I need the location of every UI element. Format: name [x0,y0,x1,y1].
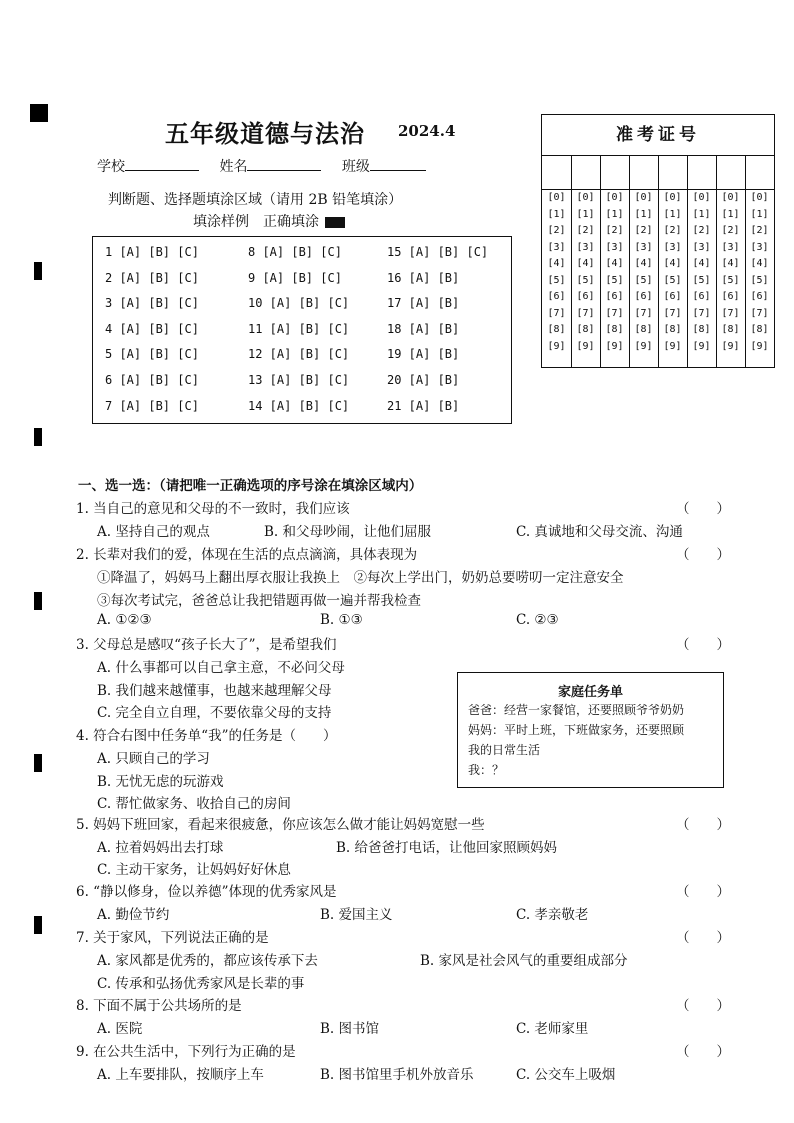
ticket-title: 准考证号 [542,115,774,156]
ticket-digit-option[interactable]: [2] [605,225,624,236]
question-option[interactable]: A. 拉着妈妈出去打球 [97,840,224,856]
ticket-digit-option[interactable]: [5] [692,274,711,286]
ticket-digit-option[interactable]: [1] [605,208,624,220]
question-option[interactable]: A. 只顾自己的学习 [97,751,210,767]
ticket-digit-option[interactable]: [4] [721,258,740,269]
registration-mark [34,592,42,610]
answer-parentheses[interactable]: （ ） [676,930,730,946]
ticket-digit-column [629,155,659,367]
question-stem: 7. 关于家风，下列说法正确的是 [76,930,269,946]
question-option[interactable]: B. ①③ [320,612,363,628]
school-field[interactable] [125,158,199,171]
name-field[interactable] [247,158,321,171]
ticket-digit-option[interactable]: [6] [547,291,566,302]
ticket-digit-option[interactable]: [4] [576,258,595,269]
ticket-digit-option[interactable]: [8] [663,324,682,335]
question-option[interactable]: B. 无忧无虑的玩游戏 [97,774,224,790]
answer-row[interactable]: 3 [A] [B] [C] [105,296,199,311]
ticket-digit-option[interactable]: [8] [750,324,769,335]
ticket-digit-option[interactable]: [1] [634,208,653,220]
ticket-digit-option[interactable]: [8] [634,324,653,335]
ticket-digit-option[interactable]: [5] [634,274,653,286]
answer-row[interactable]: 21 [A] [B] [387,398,460,413]
class-field[interactable] [370,158,426,171]
question-option[interactable]: A. ①②③ [97,612,152,628]
question-option[interactable]: C. 孝亲敬老 [516,907,589,923]
task-card-title: 家庭任务单 [557,685,623,700]
ticket-digit-box[interactable] [658,155,687,190]
answer-row[interactable]: 19 [A] [B] [387,347,460,362]
ticket-digit-option[interactable]: [9] [576,340,595,352]
answer-row[interactable]: 1 [A] [B] [C] [105,245,199,259]
ticket-digit-option[interactable]: [6] [663,291,682,302]
answer-parentheses[interactable]: （ ） [676,884,730,900]
answer-parentheses[interactable]: （ ） [676,501,730,517]
ticket-digit-option[interactable]: [4] [605,258,624,269]
filled-sample-mark [325,217,345,228]
ticket-digit-option[interactable]: [3] [547,241,566,253]
student-info-line [97,156,426,176]
answer-parentheses[interactable]: （ ） [676,1044,730,1060]
question-option[interactable]: C. 公交车上吸烟 [516,1067,616,1083]
ticket-digit-option[interactable]: [8] [547,324,566,335]
question-option[interactable]: C. 帮忙做家务、收拾自己的房间 [97,796,291,812]
answer-row[interactable]: 20 [A] [B] [387,373,460,387]
question-option[interactable]: C. 老师家里 [516,1021,589,1037]
ticket-digit-option[interactable]: [1] [547,208,566,220]
answer-row[interactable]: 15 [A] [B] [C] [387,245,489,259]
ticket-digit-option[interactable]: [6] [576,291,595,302]
task-card-line: 我：？ [468,763,505,777]
ticket-digit-box[interactable] [542,155,571,190]
ticket-digit-option[interactable]: [8] [692,324,711,335]
registration-mark [30,104,48,122]
class-label: 班级 [341,159,370,175]
ticket-digit-box[interactable] [745,155,774,190]
question-option[interactable]: C. 真诚地和父母交流、沟通 [516,524,683,540]
question-option[interactable]: A. 家风都是优秀的，都应该传承下去 [97,953,318,969]
ticket-digit-column [658,155,688,367]
question-line: ①降温了，妈妈马上翻出厚衣服让我换上 ②每次上学出门，奶奶总要唠叨一定注意安全 [97,570,624,586]
ticket-digit-option[interactable]: [1] [692,208,711,220]
ticket-digit-column [687,155,717,367]
ticket-digit-column [542,155,572,367]
ticket-digit-option[interactable]: [4] [547,258,566,269]
ticket-digit-option[interactable]: [4] [750,258,769,269]
section-heading: 一、选一选：（请把唯一正确选项的序号涂在填涂区域内） [78,478,423,494]
question-stem: 4. 符合右图中任务单“我”的任务是（ ） [76,728,337,744]
ticket-digit-box[interactable] [687,155,716,190]
ticket-digit-column [571,155,601,367]
question-option[interactable]: B. 给爸爸打电话，让他回家照顾妈妈 [336,840,558,856]
ticket-digit-option[interactable]: [0] [576,192,595,203]
registration-mark [34,428,42,446]
ticket-digit-option[interactable]: [6] [634,291,653,302]
answer-row[interactable]: 2 [A] [B] [C] [105,270,199,285]
question-stem: 1. 当自己的意见和父母的不一致时，我们应该 [76,501,350,517]
ticket-digit-option[interactable]: [9] [692,340,711,352]
fill-example [193,211,345,231]
question-option[interactable]: B. 我们越来越懂事，也越来越理解父母 [97,683,332,699]
ticket-digit-option[interactable]: [0] [663,192,682,203]
ticket-digit-option[interactable]: [1] [750,208,769,220]
question-stem: 3. 父母总是感叹“孩子长大了”，是希望我们 [76,637,337,653]
ticket-digit-option[interactable]: [6] [750,291,769,302]
task-card-line: 我的日常生活 [468,743,541,757]
ticket-digit-option[interactable]: [1] [721,208,740,220]
ticket-digit-option[interactable]: [3] [692,241,711,253]
family-task-card [457,672,724,788]
answer-parentheses[interactable]: （ ） [676,817,730,833]
question-line: ③每次考试完，爸爸总让我把错题再做一遍并帮我检查 [97,593,421,609]
question-option[interactable]: A. 医院 [97,1021,143,1037]
question-stem: 5. 妈妈下班回家，看起来很疲惫，你应该怎么做才能让妈妈宽慰一些 [76,817,485,833]
ticket-digit-option[interactable]: [0] [634,192,653,203]
ticket-digit-option[interactable]: [3] [663,241,682,253]
answer-row[interactable]: 8 [A] [B] [C] [248,245,342,259]
ticket-digit-option[interactable]: [8] [576,324,595,335]
task-card-line: 爸爸：经营一家餐馆，还要照顾爷爷奶奶 [468,703,685,717]
answer-row[interactable]: 11 [A] [B] [C] [248,321,350,336]
ticket-digit-option[interactable]: [9] [750,340,769,352]
ticket-digit-option[interactable]: [7] [692,307,711,319]
answer-row[interactable]: 17 [A] [B] [387,296,460,311]
ticket-digit-option[interactable]: [2] [547,225,566,236]
ticket-digit-option[interactable]: [7] [547,307,566,319]
ticket-digit-option[interactable]: [3] [721,241,740,253]
question-option[interactable]: B. 图书馆 [320,1021,380,1037]
question-option[interactable]: C. 完全自立自理，不要依靠父母的支持 [97,705,332,721]
question-option[interactable]: C. 传承和弘扬优秀家风是长辈的事 [97,976,305,992]
exam-date: 2024.4 [398,122,456,140]
ticket-digit-option[interactable]: [2] [576,225,595,236]
ticket-digit-option[interactable]: [5] [663,274,682,286]
ticket-digit-option[interactable]: [3] [576,241,595,253]
answer-row[interactable]: 10 [A] [B] [C] [248,296,350,311]
ticket-digit-option[interactable]: [0] [605,192,624,203]
ticket-digit-option[interactable]: [5] [605,274,624,286]
ticket-digit-box[interactable] [571,155,600,190]
ticket-digit-option[interactable]: [0] [721,192,740,203]
ticket-digit-option[interactable]: [3] [750,241,769,253]
ticket-number-box [541,114,775,368]
ticket-digit-option[interactable]: [3] [605,241,624,253]
ticket-digit-option[interactable]: [0] [692,192,711,203]
question-stem: 6. “静以修身，俭以养德”体现的优秀家风是 [76,884,337,900]
ticket-digit-box[interactable] [600,155,629,190]
answer-row[interactable]: 7 [A] [B] [C] [105,398,199,413]
ticket-digit-option[interactable]: [9] [663,340,682,352]
question-option[interactable]: A. 什么事都可以自己拿主意，不必问父母 [97,660,345,676]
ticket-digit-option[interactable]: [5] [721,274,740,286]
answer-parentheses[interactable]: （ ） [676,637,730,653]
question-stem: 8. 下面不属于公共场所的是 [76,998,242,1014]
question-option[interactable]: C. ②③ [516,612,559,628]
answer-row[interactable]: 18 [A] [B] [387,321,460,336]
question-option[interactable]: B. 爱国主义 [320,907,393,923]
ticket-digit-option[interactable]: [7] [663,307,682,319]
question-option[interactable]: B. 图书馆里手机外放音乐 [320,1067,474,1083]
question-option[interactable]: B. 家风是社会风气的重要组成部分 [420,953,628,969]
registration-mark [34,262,42,280]
registration-mark [34,916,42,934]
ticket-digit-option[interactable]: [2] [692,225,711,236]
question-option[interactable]: A. 上车要排队，按顺序上车 [97,1067,264,1083]
question-stem: 2. 长辈对我们的爱，体现在生活的点点滴滴，具体表现为 [76,547,418,563]
answer-row[interactable]: 14 [A] [B] [C] [248,398,350,413]
ticket-digit-option[interactable]: [0] [547,192,566,203]
ticket-digit-option[interactable]: [5] [576,274,595,286]
ticket-digit-option[interactable]: [1] [663,208,682,220]
answer-row[interactable]: 16 [A] [B] [387,270,460,285]
ticket-digit-option[interactable]: [7] [721,307,740,319]
ticket-digit-option[interactable]: [4] [663,258,682,269]
registration-mark [34,754,42,772]
ticket-digit-option[interactable]: [9] [547,340,566,352]
ticket-digit-option[interactable]: [0] [750,192,769,203]
ticket-digit-column [600,155,630,367]
ticket-digit-option[interactable]: [1] [576,208,595,220]
ticket-digit-option[interactable]: [2] [750,225,769,236]
ticket-digit-option[interactable]: [2] [634,225,653,236]
ticket-digit-option[interactable]: [6] [721,291,740,302]
answer-parentheses[interactable]: （ ） [676,547,730,563]
task-card-line: 妈妈：平时上班，下班做家务，还要照顾 [468,723,685,737]
ticket-digit-option[interactable]: [3] [634,241,653,253]
answer-parentheses[interactable]: （ ） [676,998,730,1014]
question-stem: 9. 在公共生活中，下列行为正确的是 [76,1044,296,1060]
ticket-digit-option[interactable]: [7] [605,307,624,319]
question-option[interactable]: B. 和父母吵闹，让他们屈服 [264,524,432,540]
ticket-digit-option[interactable]: [5] [750,274,769,286]
ticket-digit-option[interactable]: [8] [605,324,624,335]
ticket-digit-column [745,155,774,367]
question-option[interactable]: C. 主动干家务，让妈妈好好休息 [97,862,291,878]
answer-row[interactable]: 13 [A] [B] [C] [248,373,350,387]
ticket-digit-option[interactable]: [4] [692,258,711,269]
ticket-digit-option[interactable]: [7] [634,307,653,319]
answer-row[interactable]: 4 [A] [B] [C] [105,321,199,336]
ticket-digit-option[interactable]: [5] [547,274,566,286]
question-option[interactable]: A. 勤俭节约 [97,907,170,923]
ticket-digit-option[interactable]: [4] [634,258,653,269]
ticket-digit-box[interactable] [629,155,658,190]
ticket-digit-box[interactable] [716,155,745,190]
ticket-digit-option[interactable]: [7] [576,307,595,319]
ticket-digit-option[interactable]: [2] [663,225,682,236]
answer-sheet [92,236,512,424]
ticket-digit-option[interactable]: [9] [605,340,624,352]
question-option[interactable]: A. 坚持自己的观点 [97,524,210,540]
ticket-digit-option[interactable]: [6] [605,291,624,302]
answer-row[interactable]: 9 [A] [B] [C] [248,270,342,285]
ticket-digit-option[interactable]: [2] [721,225,740,236]
ticket-digit-option[interactable]: [8] [721,324,740,335]
answer-row[interactable]: 12 [A] [B] [C] [248,347,350,362]
school-label: 学校 [97,159,125,175]
answer-row[interactable]: 6 [A] [B] [C] [105,373,199,387]
ticket-digit-option[interactable]: [6] [692,291,711,302]
ticket-digit-column [716,155,746,367]
page-title: 五年级道德与法治 [165,119,365,148]
ticket-digit-option[interactable]: [7] [750,307,769,319]
fill-example-label: 填涂样例 正确填涂 [193,214,319,230]
answer-row[interactable]: 5 [A] [B] [C] [105,347,199,362]
name-label: 姓名 [219,159,248,175]
fill-area-note: 判断题、选择题填涂区域（请用 2B 铅笔填涂） [108,192,403,208]
ticket-digit-option[interactable]: [9] [634,340,653,352]
ticket-digit-option[interactable]: [9] [721,340,740,352]
